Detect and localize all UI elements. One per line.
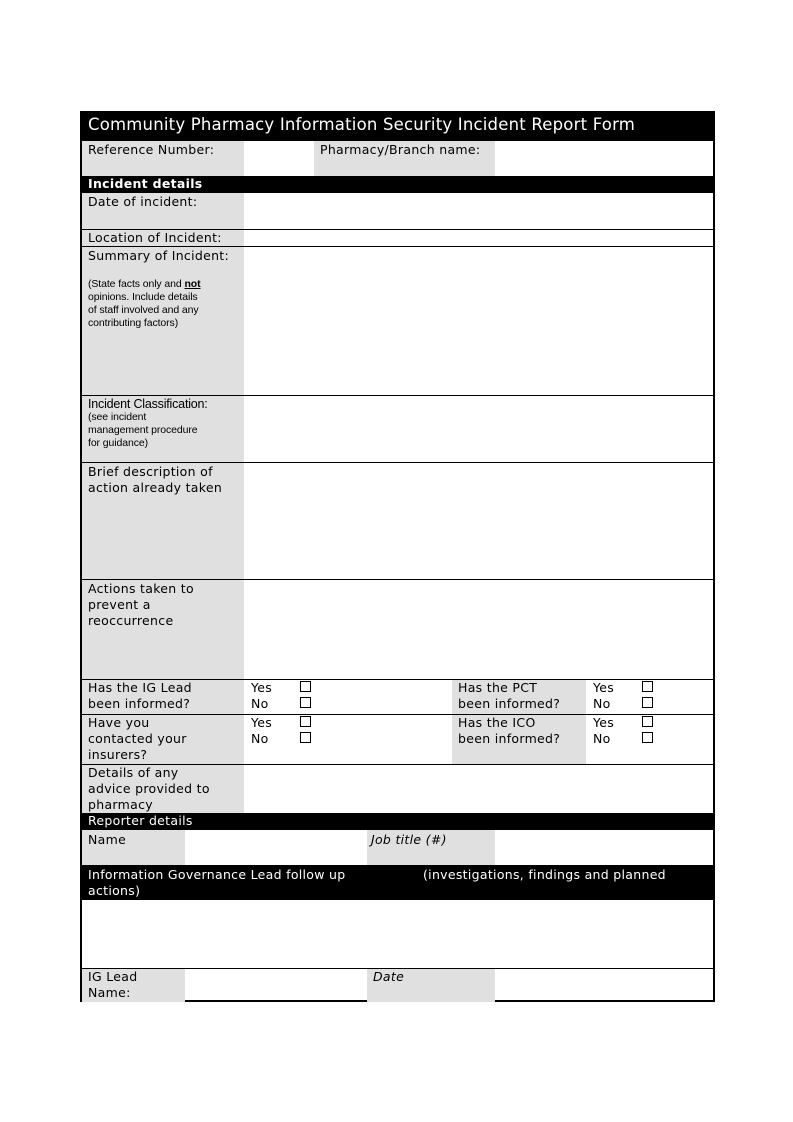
reference-label-cell [82, 141, 244, 176]
form-title-bar [82, 113, 713, 140]
insurers-yes-label: Yes [251, 715, 273, 730]
summary-label: Summary of Incident: [88, 248, 230, 263]
ig-followup-label-b: (investigations, findings and planned [423, 867, 666, 882]
ico-no-label: No [593, 731, 611, 746]
classification-label: Incident Classification: [88, 397, 208, 411]
classification-label-cell [82, 396, 244, 462]
date-of-incident-field[interactable] [244, 193, 713, 229]
ig-followup-header [82, 865, 713, 900]
prevent-label: Actions taken to prevent a reoccurrence [88, 581, 194, 628]
followup-date-field[interactable] [495, 969, 713, 1002]
classification-field[interactable] [244, 396, 713, 462]
action-label-cell [82, 463, 244, 579]
insurers-label: Have you contacted your insurers? [88, 715, 187, 762]
location-label: Location of Incident: [88, 230, 222, 245]
insurers-yes-checkbox[interactable] [300, 716, 311, 727]
ig-lead-name-label: IG Lead Name: [88, 969, 138, 1000]
ig-lead-name-field[interactable] [185, 969, 367, 1002]
reporter-details-title: Reporter details [88, 813, 193, 828]
action-taken-field[interactable] [244, 463, 713, 579]
ico-informed-label: Has the ICO been informed? [458, 715, 561, 746]
incident-report-form [80, 111, 715, 1002]
job-title-label-cell [367, 830, 495, 865]
pharmacy-label-cell [314, 141, 495, 176]
date-label-cell-2 [367, 969, 495, 1002]
ico-no-checkbox[interactable] [642, 732, 653, 743]
summary-note-b: opinions. Include details of staff involved and any contributing factors) [88, 291, 199, 329]
job-title-label: Job title (#) [371, 832, 447, 847]
insurers-no-label: No [251, 731, 269, 746]
ig-lead-no-checkbox[interactable] [300, 697, 311, 708]
location-field[interactable] [244, 230, 713, 246]
ico-informed-label-cell [452, 715, 586, 764]
reference-label: Reference Number: [88, 142, 215, 157]
advice-label-cell [82, 765, 244, 813]
reference-field[interactable] [244, 141, 314, 176]
classification-note: (see incident management procedure for guidance) [88, 411, 198, 449]
followup-date-label: Date [373, 969, 405, 984]
ig-lead-informed-label: Has the IG Lead been informed? [88, 680, 192, 711]
pct-informed-label-cell [452, 680, 586, 714]
prevent-field[interactable] [244, 580, 713, 679]
pct-informed-label: Has the PCT been informed? [458, 680, 561, 711]
insurers-no-checkbox[interactable] [300, 732, 311, 743]
name-label-cell [82, 830, 185, 865]
name-label: Name [88, 832, 127, 847]
action-taken-label: Brief description of action already taken [88, 464, 223, 495]
advice-label: Details of any advice provided to pharmacy [88, 765, 210, 812]
ico-yes-label: Yes [593, 715, 615, 730]
reporter-details-header [82, 813, 713, 830]
pct-yes-checkbox[interactable] [642, 681, 653, 692]
ig-lead-name-label-cell [82, 969, 185, 1002]
prevent-label-cell [82, 580, 244, 679]
ig-lead-informed-label-cell [82, 680, 244, 714]
ig-lead-no-label: No [251, 696, 269, 711]
pct-no-checkbox[interactable] [642, 697, 653, 708]
ig-followup-label-a: Information Governance Lead follow up [88, 867, 346, 882]
form-title: Community Pharmacy Information Security Incident Report Form [88, 115, 636, 134]
pct-yes-label: Yes [593, 680, 615, 695]
job-title-field[interactable] [495, 830, 713, 865]
summary-field[interactable] [244, 247, 713, 395]
date-label-cell [82, 193, 244, 229]
summary-note [88, 278, 238, 330]
pharmacy-field[interactable] [495, 141, 713, 176]
pct-no-label: No [593, 696, 611, 711]
incident-details-header [82, 176, 713, 193]
pharmacy-label: Pharmacy/Branch name: [320, 142, 481, 157]
ig-followup-label-c: actions) [88, 883, 141, 898]
insurers-label-cell [82, 715, 244, 764]
date-of-incident-label: Date of incident: [88, 194, 198, 209]
ico-yes-checkbox[interactable] [642, 716, 653, 727]
name-field[interactable] [185, 830, 367, 865]
summary-note-a: (State facts only and [88, 278, 185, 290]
summary-label-cell [82, 247, 244, 395]
summary-note-not: not [184, 278, 201, 290]
location-label-cell [82, 230, 244, 246]
ig-lead-yes-checkbox[interactable] [300, 681, 311, 692]
ig-followup-field[interactable] [82, 901, 713, 968]
ig-lead-yes-label: Yes [251, 680, 273, 695]
advice-field[interactable] [244, 765, 713, 813]
incident-details-title: Incident details [88, 176, 203, 191]
